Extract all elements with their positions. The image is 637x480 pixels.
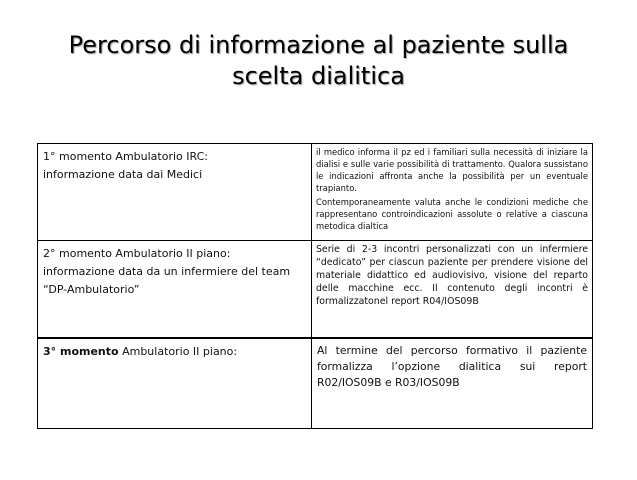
step-3-title-bold: 3° momento: [43, 345, 119, 358]
step-2-title: 2° momento Ambulatorio II piano:: [43, 247, 231, 260]
slide-title-line-2: scelta dialitica: [232, 62, 405, 90]
info-table: [37, 143, 593, 429]
table-row: [38, 241, 593, 339]
step-2-subtitle: informazione data da un infermiere del team “DP-Ambulatorio”: [43, 265, 291, 296]
table-row: [38, 144, 593, 241]
step-1-cell: [38, 144, 312, 241]
step-2-description: Serie di 2-3 incontri personalizzati con un infermiere “dedicato” per ciascun paziente per prendere visione del materiale didattico ed audiovisivo, visione del reparto delle macchine ecc. Il contenuto degli incontri è formalizzatonel report R04/IOS09B: [315, 244, 588, 307]
step-1-title: 1° momento Ambulatorio IRC:: [43, 150, 208, 163]
slide-title: [0, 30, 637, 92]
step-3-description-cell: [311, 338, 592, 429]
step-2-description-cell: [311, 241, 592, 339]
step-3-description: Al termine del percorso formativo il paziente formalizza l’opzione dialitica sui report R02/IOS09B e R03/IOS09B: [316, 344, 587, 389]
step-2-cell: [38, 241, 312, 339]
step-1-subtitle: informazione data dai Medici: [43, 168, 203, 181]
step-3-title-rest: Ambulatorio II piano:: [118, 345, 238, 358]
step-3-cell: [38, 338, 312, 429]
slide-title-line-1: Percorso di informazione al paziente sulla: [68, 31, 569, 59]
step-1-description-cell: [311, 144, 592, 241]
step-1-description-paragraph-2: Contemporaneamente valuta anche le condizioni mediche che rappresentano controindicazioni assolute o relative a ciascuna metodica dialtica: [315, 197, 588, 231]
table-row: [38, 338, 593, 429]
step-1-description-paragraph-1: il medico informa il pz ed i familiari sulla necessità di iniziare la dialisi e sulle varie possibilità di trattamento. Qualora sussistano le indicazioni affronta anche la possibilità per un eventuale trapianto.: [315, 147, 588, 193]
